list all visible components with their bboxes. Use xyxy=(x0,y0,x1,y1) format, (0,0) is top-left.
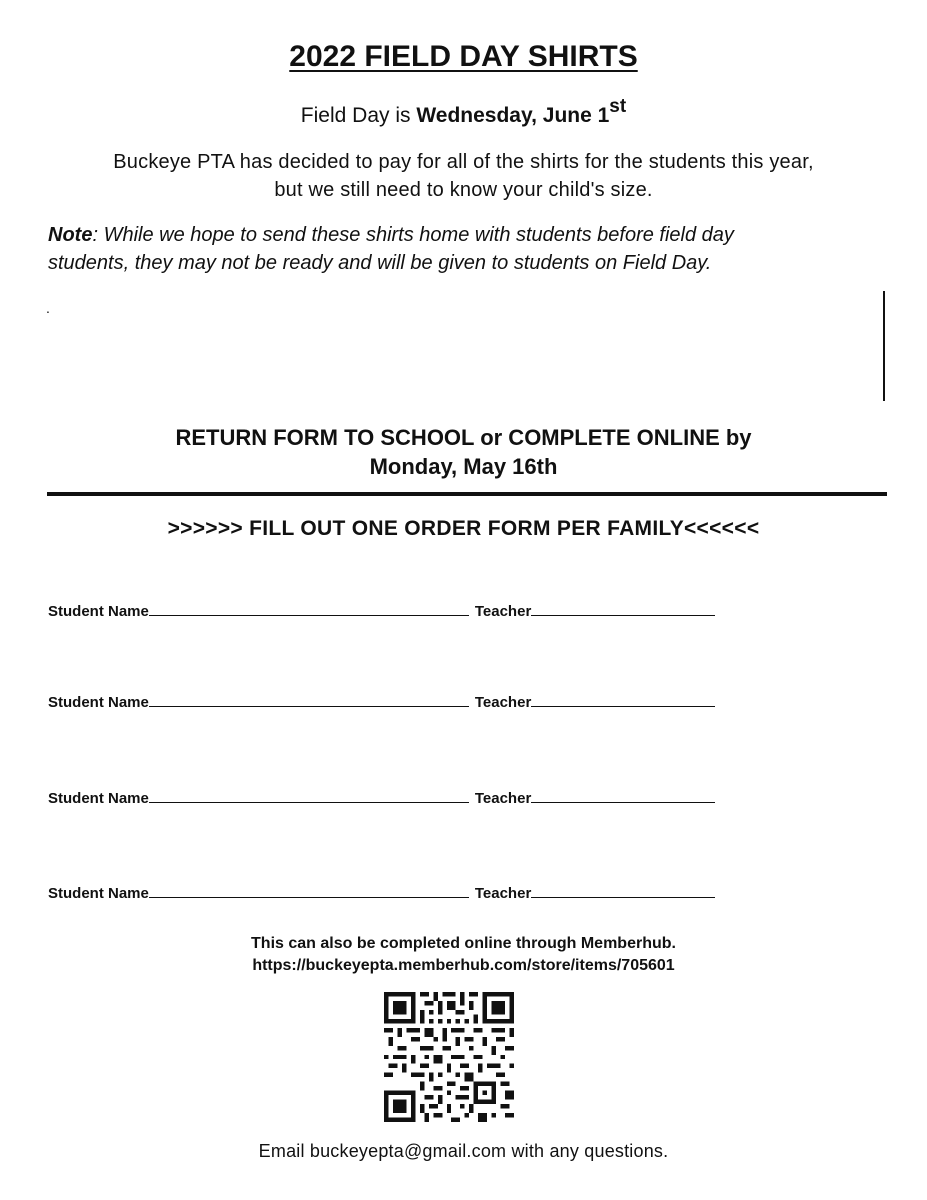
stray-mark: . xyxy=(46,300,50,316)
qr-code-graphic xyxy=(384,992,514,1122)
intro-paragraph xyxy=(0,148,927,204)
form-row xyxy=(48,790,808,807)
return-notice-line-2: Monday, May 16th xyxy=(369,454,558,479)
return-notice-line-1: RETURN FORM TO SCHOOL or COMPLETE ONLINE by xyxy=(175,425,752,450)
student-name-field[interactable] xyxy=(149,790,469,803)
student-name-label: Student Name xyxy=(48,885,149,902)
intro-line-1: Buckeye PTA has decided to pay for all of the shirts for the students this year, xyxy=(113,151,814,173)
teacher-label: Teacher xyxy=(474,790,532,807)
return-notice xyxy=(0,423,927,481)
horizontal-divider xyxy=(47,492,887,496)
form-row xyxy=(48,885,808,902)
note-line-2: students, they may not be ready and will be given to students on Field Day. xyxy=(48,252,712,274)
page-title-text: 2022 FIELD DAY SHIRTS xyxy=(289,40,638,73)
form-row xyxy=(48,694,808,711)
online-info xyxy=(0,933,927,977)
field-day-date xyxy=(0,96,927,128)
online-info-text: This can also be completed online through Memberhub. xyxy=(251,935,676,952)
teacher-field[interactable] xyxy=(531,694,715,707)
teacher-label: Teacher xyxy=(474,603,532,620)
student-name-label: Student Name xyxy=(48,694,149,711)
vertical-divider xyxy=(883,291,885,401)
teacher-label: Teacher xyxy=(474,694,532,711)
note-line-1: : While we hope to send these shirts home with students before field day xyxy=(92,224,734,246)
teacher-field[interactable] xyxy=(531,885,715,898)
student-name-field[interactable] xyxy=(149,694,469,707)
note-paragraph xyxy=(48,221,908,277)
intro-line-2: but we still need to know your child's size. xyxy=(274,179,653,201)
student-name-field[interactable] xyxy=(149,603,469,616)
fill-out-instruction: >>>>>> FILL OUT ONE ORDER FORM PER FAMILY<<<<<< xyxy=(167,517,760,540)
teacher-field[interactable] xyxy=(531,603,715,616)
note-label: Note xyxy=(48,224,93,246)
field-day-date-suffix: st xyxy=(609,96,627,117)
teacher-label: Teacher xyxy=(474,885,532,902)
qr-code-icon[interactable] xyxy=(384,992,514,1122)
contact-email: Email buckeyepta@gmail.com with any questions. xyxy=(258,1141,669,1161)
page-title xyxy=(0,40,927,74)
teacher-field[interactable] xyxy=(531,790,715,803)
student-name-label: Student Name xyxy=(48,603,149,620)
student-name-field[interactable] xyxy=(149,885,469,898)
memberhub-link[interactable]: https://buckeyepta.memberhub.com/store/items/705601 xyxy=(252,957,675,974)
student-name-label: Student Name xyxy=(48,790,149,807)
field-day-date-value: Wednesday, June 1 xyxy=(416,104,610,127)
field-day-prefix: Field Day is xyxy=(300,104,417,127)
form-row xyxy=(48,603,808,620)
